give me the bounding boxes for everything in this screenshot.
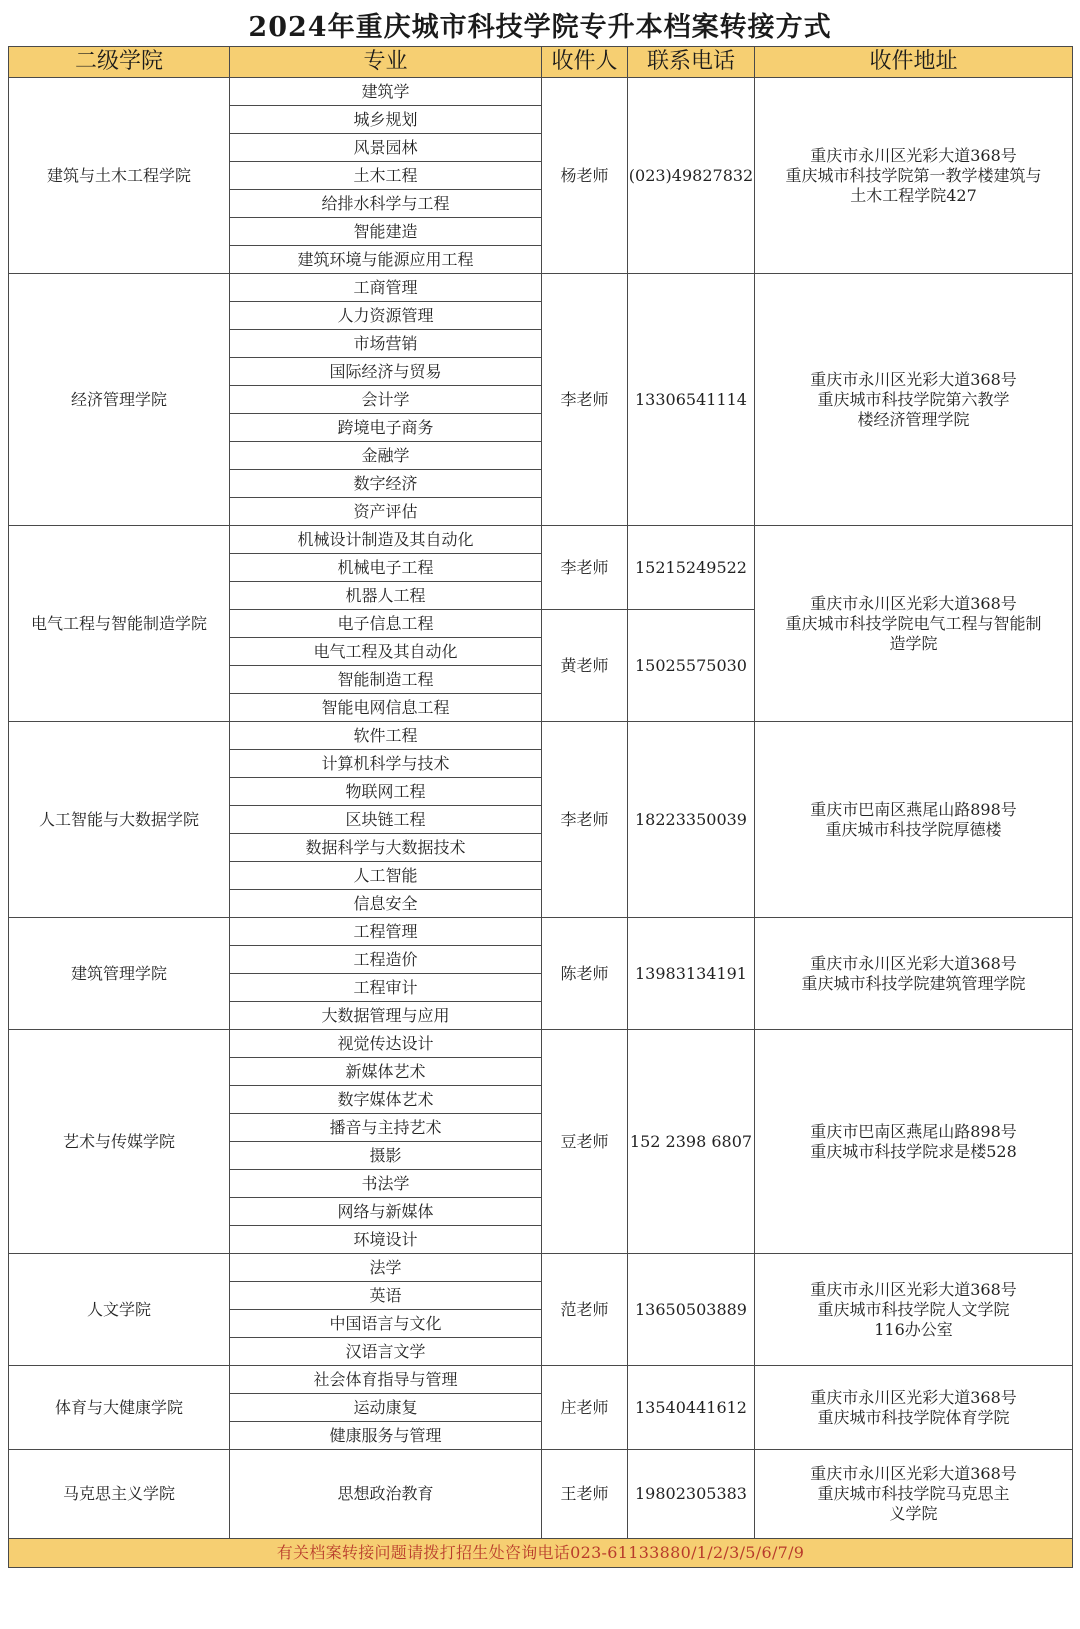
contact-phone: 13306541114 — [628, 274, 755, 526]
address-line: 重庆市永川区光彩大道368号 — [810, 593, 1017, 613]
table-row — [9, 1030, 1073, 1058]
address-line: 重庆市永川区光彩大道368号 — [810, 369, 1017, 389]
table-row — [9, 526, 1073, 554]
college-name: 马克思主义学院 — [9, 1450, 230, 1539]
table-header-row — [9, 47, 1073, 78]
major-name: 智能制造工程 — [230, 666, 542, 694]
major-name: 英语 — [230, 1282, 542, 1310]
address-line: 造学院 — [889, 633, 938, 653]
major-name: 视觉传达设计 — [230, 1030, 542, 1058]
address-line: 楼经济管理学院 — [857, 409, 970, 429]
table-row — [9, 1254, 1073, 1282]
major-name: 摄影 — [230, 1142, 542, 1170]
receiver-name: 李老师 — [542, 722, 628, 918]
contact-phone: 19802305383 — [628, 1450, 755, 1539]
receiver-name: 李老师 — [542, 274, 628, 526]
major-name: 工程管理 — [230, 918, 542, 946]
major-name: 工程审计 — [230, 974, 542, 1002]
receiver-name: 王老师 — [542, 1450, 628, 1539]
contact-phone: 13650503889 — [628, 1254, 755, 1366]
address-line: 重庆城市科技学院厚德楼 — [825, 819, 1002, 839]
footer-row — [9, 1539, 1073, 1568]
address-line: 义学院 — [889, 1504, 938, 1523]
table-row — [9, 1366, 1073, 1394]
major-name: 土木工程 — [230, 162, 542, 190]
major-name: 智能电网信息工程 — [230, 694, 542, 722]
header-college: 二级学院 — [9, 47, 230, 78]
major-name: 风景园林 — [230, 134, 542, 162]
contact-phone: 13983134191 — [628, 918, 755, 1030]
major-name: 数字经济 — [230, 470, 542, 498]
major-name: 计算机科学与技术 — [230, 750, 542, 778]
receiver-name: 豆老师 — [542, 1030, 628, 1254]
major-name: 区块链工程 — [230, 806, 542, 834]
address-line: 重庆城市科技学院第一教学楼建筑与 — [785, 165, 1042, 185]
major-name: 跨境电子商务 — [230, 414, 542, 442]
address-line: 重庆城市科技学院马克思主 — [817, 1484, 1010, 1503]
major-name: 社会体育指导与管理 — [230, 1366, 542, 1394]
major-name: 中国语言与文化 — [230, 1310, 542, 1338]
college-name: 体育与大健康学院 — [9, 1366, 230, 1450]
contact-phone: 18223350039 — [628, 722, 755, 918]
major-name: 城乡规划 — [230, 106, 542, 134]
footer-note: 有关档案转接问题请拨打招生处咨询电话023-61133880/1/2/3/5/6/7/9 — [9, 1539, 1073, 1568]
major-name: 网络与新媒体 — [230, 1198, 542, 1226]
major-name: 新媒体艺术 — [230, 1058, 542, 1086]
major-name: 汉语言文学 — [230, 1338, 542, 1366]
address-line: 重庆城市科技学院人文学院 — [817, 1299, 1010, 1319]
address-line: 重庆市永川区光彩大道368号 — [810, 145, 1017, 165]
mailing-address — [755, 918, 1073, 1030]
header-receiver: 收件人 — [542, 47, 628, 78]
college-name: 电气工程与智能制造学院 — [9, 526, 230, 722]
receiver-name: 黄老师 — [542, 610, 628, 722]
contact-phone: 152 2398 6807 — [628, 1030, 755, 1254]
major-name: 人力资源管理 — [230, 302, 542, 330]
major-name: 信息安全 — [230, 890, 542, 918]
receiver-name: 陈老师 — [542, 918, 628, 1030]
college-name: 艺术与传媒学院 — [9, 1030, 230, 1254]
major-name: 机械设计制造及其自动化 — [230, 526, 542, 554]
major-name: 给排水科学与工程 — [230, 190, 542, 218]
receiver-name: 庄老师 — [542, 1366, 628, 1450]
address-line: 重庆市永川区光彩大道368号 — [810, 953, 1017, 973]
address-line: 重庆市巴南区燕尾山路898号 — [810, 799, 1017, 819]
table-row — [9, 918, 1073, 946]
major-name: 机械电子工程 — [230, 554, 542, 582]
major-name: 大数据管理与应用 — [230, 1002, 542, 1030]
major-name: 人工智能 — [230, 862, 542, 890]
archive-transfer-table — [8, 46, 1073, 1568]
mailing-address — [755, 722, 1073, 918]
major-name: 建筑学 — [230, 78, 542, 106]
major-name: 资产评估 — [230, 498, 542, 526]
mailing-address — [755, 1030, 1073, 1254]
contact-phone: 13540441612 — [628, 1366, 755, 1450]
major-name: 会计学 — [230, 386, 542, 414]
major-name: 法学 — [230, 1254, 542, 1282]
major-name: 国际经济与贸易 — [230, 358, 542, 386]
receiver-name: 范老师 — [542, 1254, 628, 1366]
address-line: 重庆市永川区光彩大道368号 — [810, 1387, 1017, 1407]
major-name: 数字媒体艺术 — [230, 1086, 542, 1114]
major-name: 播音与主持艺术 — [230, 1114, 542, 1142]
major-name: 运动康复 — [230, 1394, 542, 1422]
major-name: 建筑环境与能源应用工程 — [230, 246, 542, 274]
college-name: 人文学院 — [9, 1254, 230, 1366]
receiver-name: 杨老师 — [542, 78, 628, 274]
major-name: 书法学 — [230, 1170, 542, 1198]
major-name: 电子信息工程 — [230, 610, 542, 638]
address-line: 重庆城市科技学院电气工程与智能制 — [785, 613, 1042, 633]
major-name: 电气工程及其自动化 — [230, 638, 542, 666]
header-major: 专业 — [230, 47, 542, 78]
header-address: 收件地址 — [755, 47, 1073, 78]
address-line: 重庆城市科技学院建筑管理学院 — [801, 973, 1026, 993]
college-name: 人工智能与大数据学院 — [9, 722, 230, 918]
receiver-name: 李老师 — [542, 526, 628, 610]
mailing-address — [755, 1450, 1073, 1539]
major-name: 思想政治教育 — [230, 1450, 542, 1539]
major-name: 智能建造 — [230, 218, 542, 246]
table-row — [9, 274, 1073, 302]
major-name: 软件工程 — [230, 722, 542, 750]
college-name: 建筑与土木工程学院 — [9, 78, 230, 274]
major-name: 工程造价 — [230, 946, 542, 974]
table-row — [9, 78, 1073, 106]
table-body — [9, 78, 1073, 1539]
major-name: 金融学 — [230, 442, 542, 470]
mailing-address — [755, 1254, 1073, 1366]
major-name: 工商管理 — [230, 274, 542, 302]
mailing-address — [755, 274, 1073, 526]
mailing-address — [755, 526, 1073, 722]
table-row — [9, 722, 1073, 750]
major-name: 机器人工程 — [230, 582, 542, 610]
major-name: 环境设计 — [230, 1226, 542, 1254]
major-name: 数据科学与大数据技术 — [230, 834, 542, 862]
address-line: 重庆城市科技学院体育学院 — [817, 1407, 1010, 1427]
address-line: 土木工程学院427 — [850, 185, 977, 205]
mailing-address — [755, 78, 1073, 274]
major-name: 健康服务与管理 — [230, 1422, 542, 1450]
address-line: 重庆城市科技学院求是楼528 — [810, 1141, 1017, 1161]
address-line: 重庆城市科技学院第六教学 — [817, 389, 1010, 409]
address-line: 116办公室 — [874, 1319, 953, 1339]
major-name: 市场营销 — [230, 330, 542, 358]
address-line: 重庆市永川区光彩大道368号 — [810, 1279, 1017, 1299]
college-name: 经济管理学院 — [9, 274, 230, 526]
address-line: 重庆市永川区光彩大道368号 — [810, 1464, 1017, 1483]
major-name: 物联网工程 — [230, 778, 542, 806]
address-line: 重庆市巴南区燕尾山路898号 — [810, 1121, 1017, 1141]
mailing-address — [755, 1366, 1073, 1450]
contact-phone: 15215249522 — [628, 526, 755, 610]
college-name: 建筑管理学院 — [9, 918, 230, 1030]
header-phone: 联系电话 — [628, 47, 755, 78]
table-row — [9, 1450, 1073, 1539]
contact-phone: (023)49827832 — [628, 78, 755, 274]
page-title: 2024年重庆城市科技学院专升本档案转接方式 — [248, 12, 832, 43]
contact-phone: 15025575030 — [628, 610, 755, 722]
